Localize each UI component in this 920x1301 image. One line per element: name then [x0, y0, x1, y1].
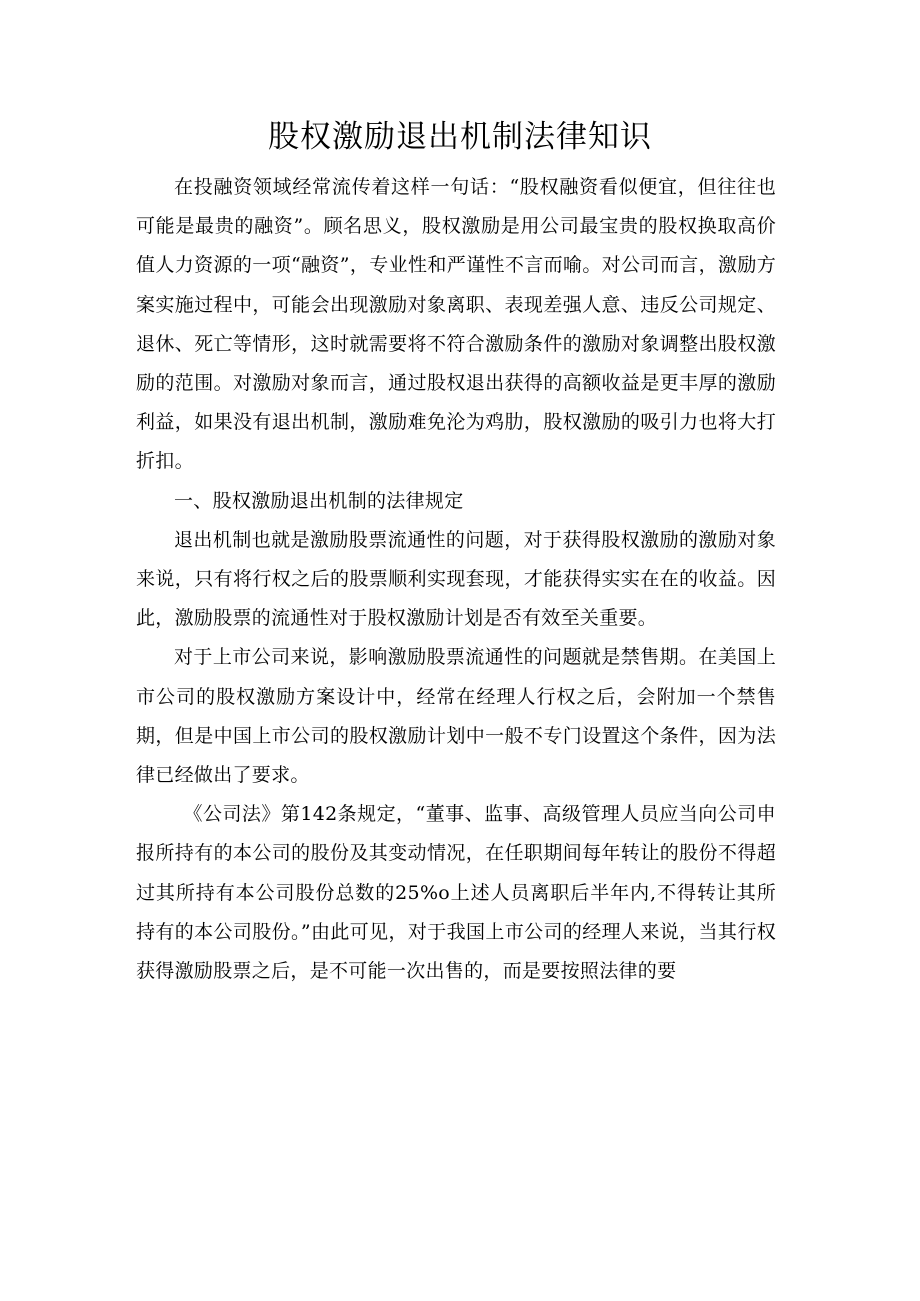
- document-body: [136, 168, 776, 991]
- section-heading-1: 一、股权激励退出机制的法律规定: [174, 489, 464, 512]
- paragraph-company-law: 《公司法》第142条规定，“董事、监事、高级管理人员应当向公司申报所持有的本公司的股份及其变动情况，在任职期间每年转让的股份不得超过其所持有本公司股份总数的25%o上述人员离职后半年内,不得转让其所持有的本公司股份。”由此可见，对于我国上市公司的经理人来说，当其行权获得激励股票之后，是不可能一次出售的，而是要按照法律的要: [136, 803, 776, 983]
- paragraph-exit-mechanism: 退出机制也就是激励股票流通性的问题，对于获得股权激励的激励对象来说，只有将行权之后的股票顺利实现套现，才能获得实实在在的收益。因此，激励股票的流通性对于股权激励计划是否有效至关重要。: [136, 528, 776, 630]
- document-title: 股权激励退出机制法律知识: [268, 119, 652, 155]
- paragraph-lockup-period: 对于上市公司来说，影响激励股票流通性的问题就是禁售期。在美国上市公司的股权激励方案设计中，经常在经理人行权之后，会附加一个禁售期，但是中国上市公司的股权激励计划中一般不专门设置这个条件，因为法律已经做出了要求。: [136, 646, 776, 787]
- paragraph-intro: 在投融资领域经常流传着这样一句话：“股权融资看似便宜，但往往也可能是最贵的融资”。顾名思义，股权激励是用公司最宝贵的股权换取高价值人力资源的一项“融资”，专业性和严谨性不言而喻。对公司而言，激励方案实施过程中，可能会出现激励对象离职、表现差强人意、违反公司规定、退休、死亡等情形，这时就需要将不符合激励条件的激励对象调整出股权激励的范围。对激励对象而言，通过股权退出获得的高额收益是更丰厚的激励利益，如果没有退出机制，激励难免沦为鸡肋，股权激励的吸引力也将大打折扣。: [136, 176, 776, 473]
